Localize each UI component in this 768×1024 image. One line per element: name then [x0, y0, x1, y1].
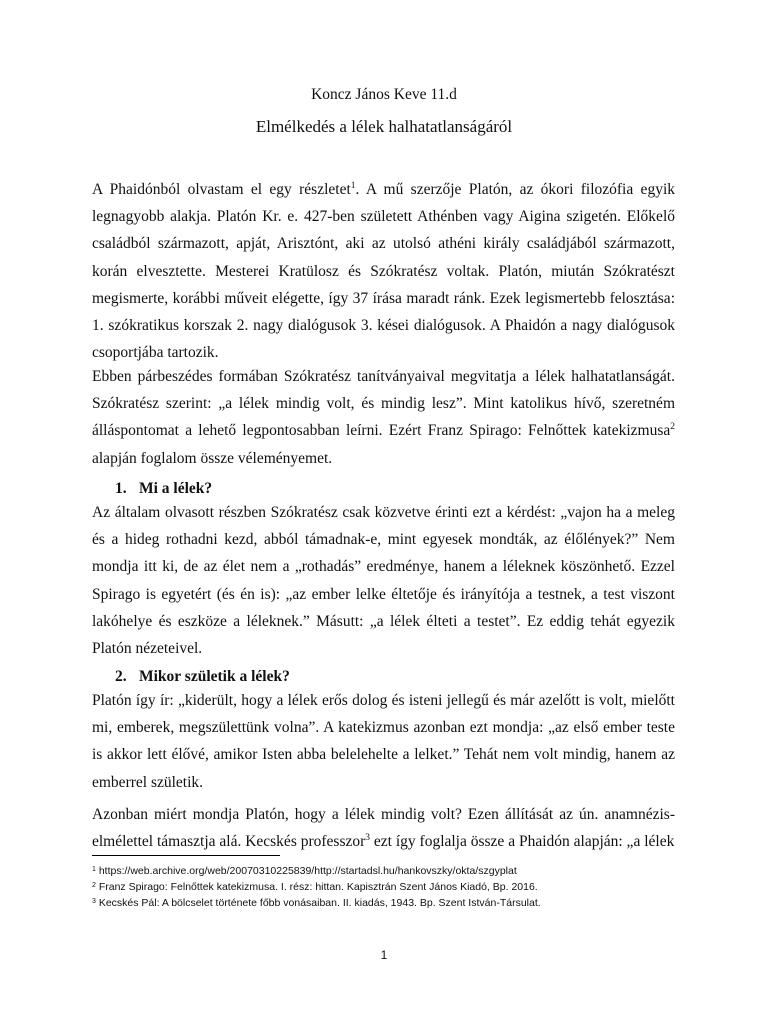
paragraph-dialogue	[92, 363, 675, 472]
footnote-reference[interactable]: 1	[350, 181, 356, 191]
heading-number: 2.	[115, 668, 127, 685]
footnote-3	[92, 895, 692, 911]
paragraph-when-born	[92, 687, 675, 796]
paragraph-text: Az általam olvasott részben Szókratész csak közvetve érinti ezt a kérdést: „vajon ha a meleg és a hideg rothadni kezd, abból támadnak-e, mint egyesek mondták, az élőlények?” Nem mondja itt ki, de az élet nem a „rothadás” eredménye, hanem a léleknek köszönhető. Ezzel Spirago is egyetért (és én is): „az ember lelke éltetője és irányítója a testnek, a test viszont lakóhelye és eszköze a léleknek.” Másutt: „a lélek élteti a testet”. Ez eddig tehát egyezik Platón nézeteivel.	[92, 504, 675, 658]
paragraph-text: ezt így foglalja össze a Phaidón alapján: „a lélek	[370, 833, 675, 851]
heading-number: 1.	[115, 480, 127, 497]
paragraph-intro	[92, 176, 675, 366]
footnote-reference[interactable]: 2	[670, 422, 675, 433]
heading-text: Mikor születik a lélek?	[139, 668, 290, 685]
footnote-text: Kecskés Pál: A bölcselet története főbb vonásaiban. II. kiadás, 1943. Bp. Szent István-Társulat.	[95, 897, 541, 909]
footnote-separator	[92, 855, 280, 856]
paragraph-text: alapján foglalom össze véleményemet.	[92, 449, 333, 467]
paragraph-text: Platón így ír: „kiderült, hogy a lélek erős dolog és isteni jellegű és már azelőtt is volt, mielőtt mi, emberek, megszülettünk volna”. A katekizmus azonban ezt mondja: „az első ember teste is akkor lett élővé, amikor Isten abba belelehelte a lelket.” Tehát nem volt mindig, hanem az emberrel születik.	[92, 692, 675, 791]
footnote-mark: 2	[92, 882, 96, 889]
footnote-reference[interactable]: 3	[365, 833, 371, 844]
paragraph-what-is-soul	[92, 499, 675, 662]
footnote-text: Franz Spirago: Felnőttek katekizmusa. I. rész: hittan. Kapisztrán Szent János Kiadó, Bp. 2016.	[95, 881, 538, 893]
footnote-mark: 1	[92, 866, 96, 873]
paragraph-text: A Phaidónból olvastam el egy részletet	[92, 181, 351, 198]
paragraph-text: Azonban miért mondja Platón, hogy a lélek mindig volt? Ezen állítását az ún. anamnézis-elmélettel támasztja alá. Kecskés professzor	[92, 806, 675, 851]
footnote-1[interactable]	[92, 863, 692, 879]
paragraph-text: Ebben párbeszédes formában Szókratész tanítványaival megvitatja a lélek halhatatlanságát. Szókratész szerint: „a lélek mindig volt, és mindig lesz”. Mint katolikus hívő, szeretném álláspontomat a lehető legpontosabban leírni. Ezért Franz Spirago: Felnőttek katekizmusa	[92, 368, 675, 440]
footnote-2	[92, 879, 692, 895]
page-number: 1	[380, 948, 388, 962]
paragraph-text: . A mű szerzője Platón, az ókori filozófia egyik legnagyobb alakja. Platón Kr. e. 427-ben született Athénben vagy Aigina szigetén. Előkelő családból származott, apját, Arisztónt, aki az utolsó athéni király családjából származott, korán elvesztette. Mesterei Kratülosz és Szókratész voltak. Platón, miután Szókratészt megismerte, korábbi műveit elégette, így 37 írása maradt ránk. Ezek legismertebb felosztása: 1. szókratikus korszak 2. nagy dialógusok 3. kései dialógusok. A Phaidón a nagy dialógusok csoportjába tartozik.	[92, 181, 675, 362]
paragraph-anamnesis	[92, 801, 675, 855]
footnote-text: https://web.archive.org/web/20070310225839/http://startadsl.hu/hankovszky/okta/szgyplat	[95, 865, 517, 877]
author-line: Koncz János Keve 11.d	[311, 86, 457, 103]
heading-text: Mi a lélek?	[139, 480, 213, 497]
document-title: Elmélkedés a lélek halhatatlanságáról	[255, 117, 513, 136]
footnote-mark: 3	[92, 898, 96, 905]
